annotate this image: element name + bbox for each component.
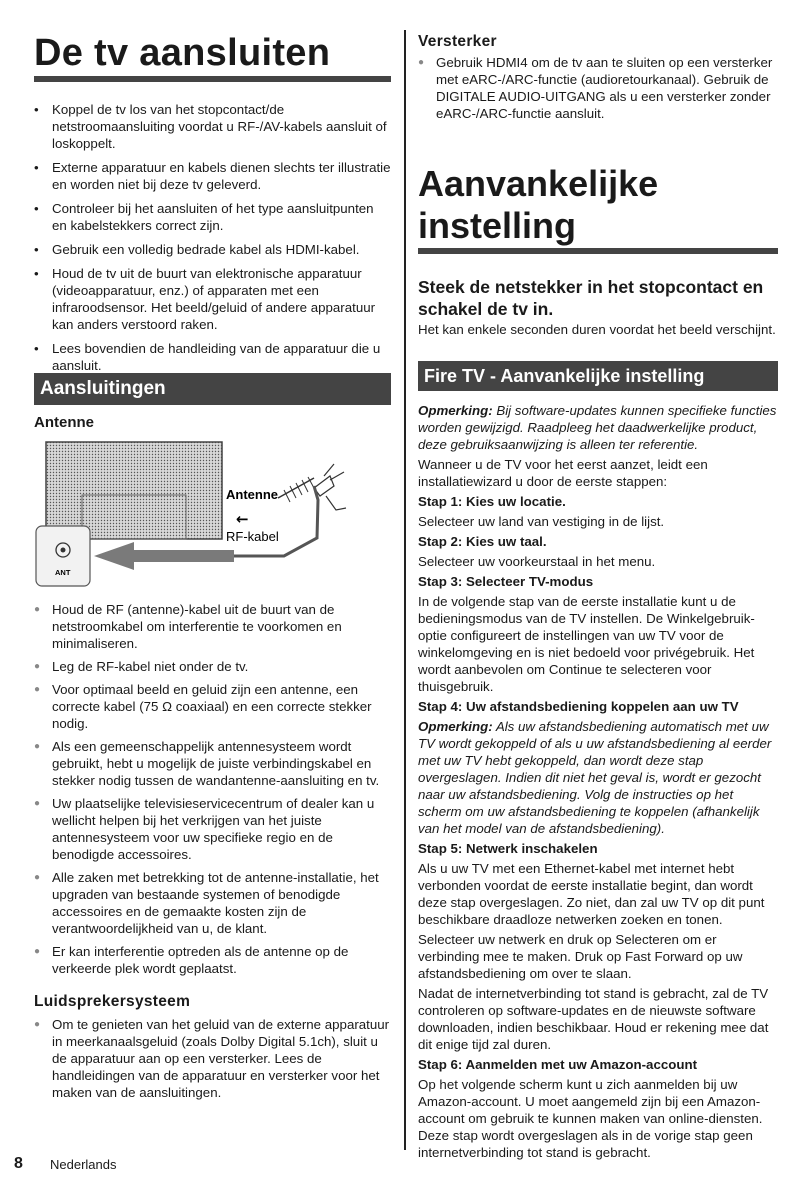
- setup-steps-body: [418, 402, 778, 1164]
- list-item: ● Voor optimaal beeld en geluid zijn een antenne, een correcte kabel (75 Ω coaxiaal) en een correcte stekker nodig.: [34, 681, 391, 732]
- list-item: ● Om te genieten van het geluid van de externe apparatuur in meerkanaalsgeluid (zoals Dolby Digital 5.1ch), sluit u de apparatuur aan op een versterker. Lees de handleidingen van de apparatuur en versterker voor het maken van de aansluitingen.: [34, 1016, 391, 1101]
- step-1-title: Stap 1: Kies uw locatie.: [418, 494, 566, 509]
- note-text: Bij software-updates kunnen specifieke functies worden gewijzigd. Raadpleeg het daadwerkelijke product, deze gebruiksaanwijzing is alleen ter referentie.: [418, 403, 777, 452]
- antenna-heading: Antenne: [34, 414, 94, 431]
- note-label: Opmerking:: [418, 403, 493, 418]
- step-5-text-3: Nadat de internetverbinding tot stand is gebracht, zal de TV controleren op software-updates en de nieuwste software downloaden, indien beschikbaar. Houd er rekening mee dat dit enige tijd zal duren.: [418, 986, 769, 1052]
- step-3-title: Stap 3: Selecteer TV-modus: [418, 574, 594, 589]
- list-item: ● Uw plaatselijke televisieservicecentrum of dealer kan u wellicht helpen bij het verkrijgen van het juiste antennesysteem voor uw specifieke regio en de benodigde accessoires.: [34, 795, 391, 863]
- speaker-heading: Luidsprekersysteem: [34, 993, 191, 1010]
- initial-setup-title: Aanvankelijke instelling: [418, 163, 659, 246]
- list-item: • Controleer bij het aansluiten of het type aansluitpunten en kabelstekkers correct zijn.: [34, 200, 391, 234]
- list-item: ● Houd de RF (antenne)-kabel uit de buurt van de netstroomkabel om interferentie te voorkomen en minimaliseren.: [34, 601, 391, 652]
- step-6-title: Stap 6: Aanmelden met uw Amazon-account: [418, 1057, 698, 1072]
- antenna-label: Antenne: [226, 487, 278, 502]
- step-2-text: Selecteer uw voorkeurstaal in het menu.: [418, 554, 656, 569]
- page-title: De tv aansluiten: [34, 32, 331, 74]
- antenna-bullet-list: [34, 601, 391, 983]
- ant-port-label: ANT: [55, 568, 71, 577]
- list-item: • Gebruik een volledig bedrade kabel als HDMI-kabel.: [34, 241, 391, 258]
- step-5-title: Stap 5: Netwerk inschakelen: [418, 841, 598, 856]
- step-4-title: Stap 4: Uw afstandsbediening koppelen aan uw TV: [418, 699, 739, 714]
- list-item: ● Er kan interferentie optreden als de antenne op de verkeerde plek wordt geplaatst.: [34, 943, 391, 977]
- speaker-bullet-list: [34, 1016, 391, 1107]
- list-item: • Externe apparatuur en kabels dienen slechts ter illustratie en worden niet bij deze tv geleverd.: [34, 159, 391, 193]
- rf-cable-label: RF-kabel: [226, 529, 279, 544]
- step-2-title: Stap 2: Kies uw taal.: [418, 534, 547, 549]
- title-rule: [34, 76, 391, 82]
- list-item: ● Gebruik HDMI4 om de tv aan te sluiten op een versterker met eARC-/ARC-functie (audioretourkanaal). Gebruik de DIGITALE AUDIO-UITGANG als u een versterker zonder eARC-/ARC-functie aansluit.: [418, 54, 778, 122]
- note-paragraph: [418, 402, 778, 453]
- step-6-text: Op het volgende scherm kunt u zich aanmelden bij uw Amazon-account. U moet aangemeld zijn bij een Amazon-account om gebruik te kunnen maken van online-diensten. Deze stap wordt overgeslagen als in de vorige stap geen internetverbinding tot stand is gebracht.: [418, 1077, 763, 1160]
- tv-back-panel: [46, 442, 222, 539]
- list-item: • Lees bovendien de handleiding van de apparatuur die u aansluit.: [34, 340, 391, 374]
- antenna-connection-diagram: [34, 438, 374, 593]
- section-bar-connections: Aansluitingen: [34, 373, 391, 405]
- intro-bullet-list: [34, 101, 391, 381]
- plug-in-heading: Steek de netstekker in het stopcontact en schakel de tv in.: [418, 277, 764, 319]
- amplifier-heading: Versterker: [418, 33, 497, 50]
- page-language: Nederlands: [50, 1157, 117, 1172]
- title-rule: [418, 248, 778, 254]
- intro-paragraph: Wanneer u de TV voor het eerst aanzet, leidt een installatiewizard u door de eerste stappen:: [418, 457, 708, 489]
- list-item: ● Als een gemeenschappelijk antennesysteem wordt gebruikt, hebt u mogelijk de juiste verbindingskabel en stekker nodig tussen de wandantenne-aansluiting en tv.: [34, 738, 391, 789]
- plug-in-text: Het kan enkele seconden duren voordat het beeld verschijnt.: [418, 322, 776, 337]
- ant-port-icon: [36, 526, 90, 586]
- amplifier-bullet-list: [418, 54, 778, 128]
- list-item: ● Alle zaken met betrekking tot de antenne-installatie, het upgraden van bestaande systemen of benodigde accessoires en de gemaakte kosten zijn de verantwoordelijkheid van u, de klant.: [34, 869, 391, 937]
- list-item: ● Leg de RF-kabel niet onder de tv.: [34, 658, 391, 675]
- section-bar-fire-tv: Fire TV - Aanvankelijke instelling: [418, 361, 778, 391]
- note-label: Opmerking:: [418, 719, 493, 734]
- step-1-text: Selecteer uw land van vestiging in de lijst.: [418, 514, 665, 529]
- cable-direction-arrow-icon: [94, 542, 234, 570]
- list-item: • Koppel de tv los van het stopcontact/de netstroomaansluiting voordat u RF-/AV-kabels aansluit of loskoppelt.: [34, 101, 391, 152]
- step-5-text-2: Selecteer uw netwerk en druk op Selecteren om er verbinding mee te maken. Druk op Fast Forward op uw afstandsbediening om over te slaan.: [418, 932, 743, 981]
- column-divider: [404, 30, 406, 1150]
- diagram-svg: [34, 438, 374, 593]
- step-3-text: In de volgende stap van de eerste installatie kunt u de bedieningsmodus van de TV instellen. De Winkelgebruik-optie configureert de instellingen van uw TV voor de winkelomgeving en is niet bedoeld voor privégebruik. Het wordt aanbevolen om Continue te selecteren voor thuisgebruik.: [418, 594, 755, 694]
- page-number: 8: [14, 1155, 23, 1172]
- left-arrow-glyph: ←: [236, 510, 249, 528]
- note-paragraph: [418, 718, 778, 837]
- step-5-text-1: Als u uw TV met een Ethernet-kabel met internet hebt verbonden voordat de eerste installatie begint, dan wordt deze stap overgeslagen. Zo niet, dan zal uw TV op dit punt beschikbare draadloze netwerken zoeken en tonen.: [418, 861, 765, 927]
- list-item: • Houd de tv uit de buurt van elektronische apparatuur (videoapparatuur, enz.) of apparaten met een infraroodsensor. Het beeld/geluid of andere apparatuur kan anders verstoord raken.: [34, 265, 391, 333]
- note-text: Als uw afstandsbediening automatisch met uw TV wordt gekoppeld of als u uw afstandsbediening al eerder met uw TV hebt gekoppeld, dan wordt deze stap overgeslagen. Indien dit niet het geval is, wordt er gezocht naar uw afstandsbediening. Volg de instructies op het scherm om uw afstandsbediening te koppelen (afhankelijk van het model van de afstandsbediening).: [418, 719, 772, 836]
